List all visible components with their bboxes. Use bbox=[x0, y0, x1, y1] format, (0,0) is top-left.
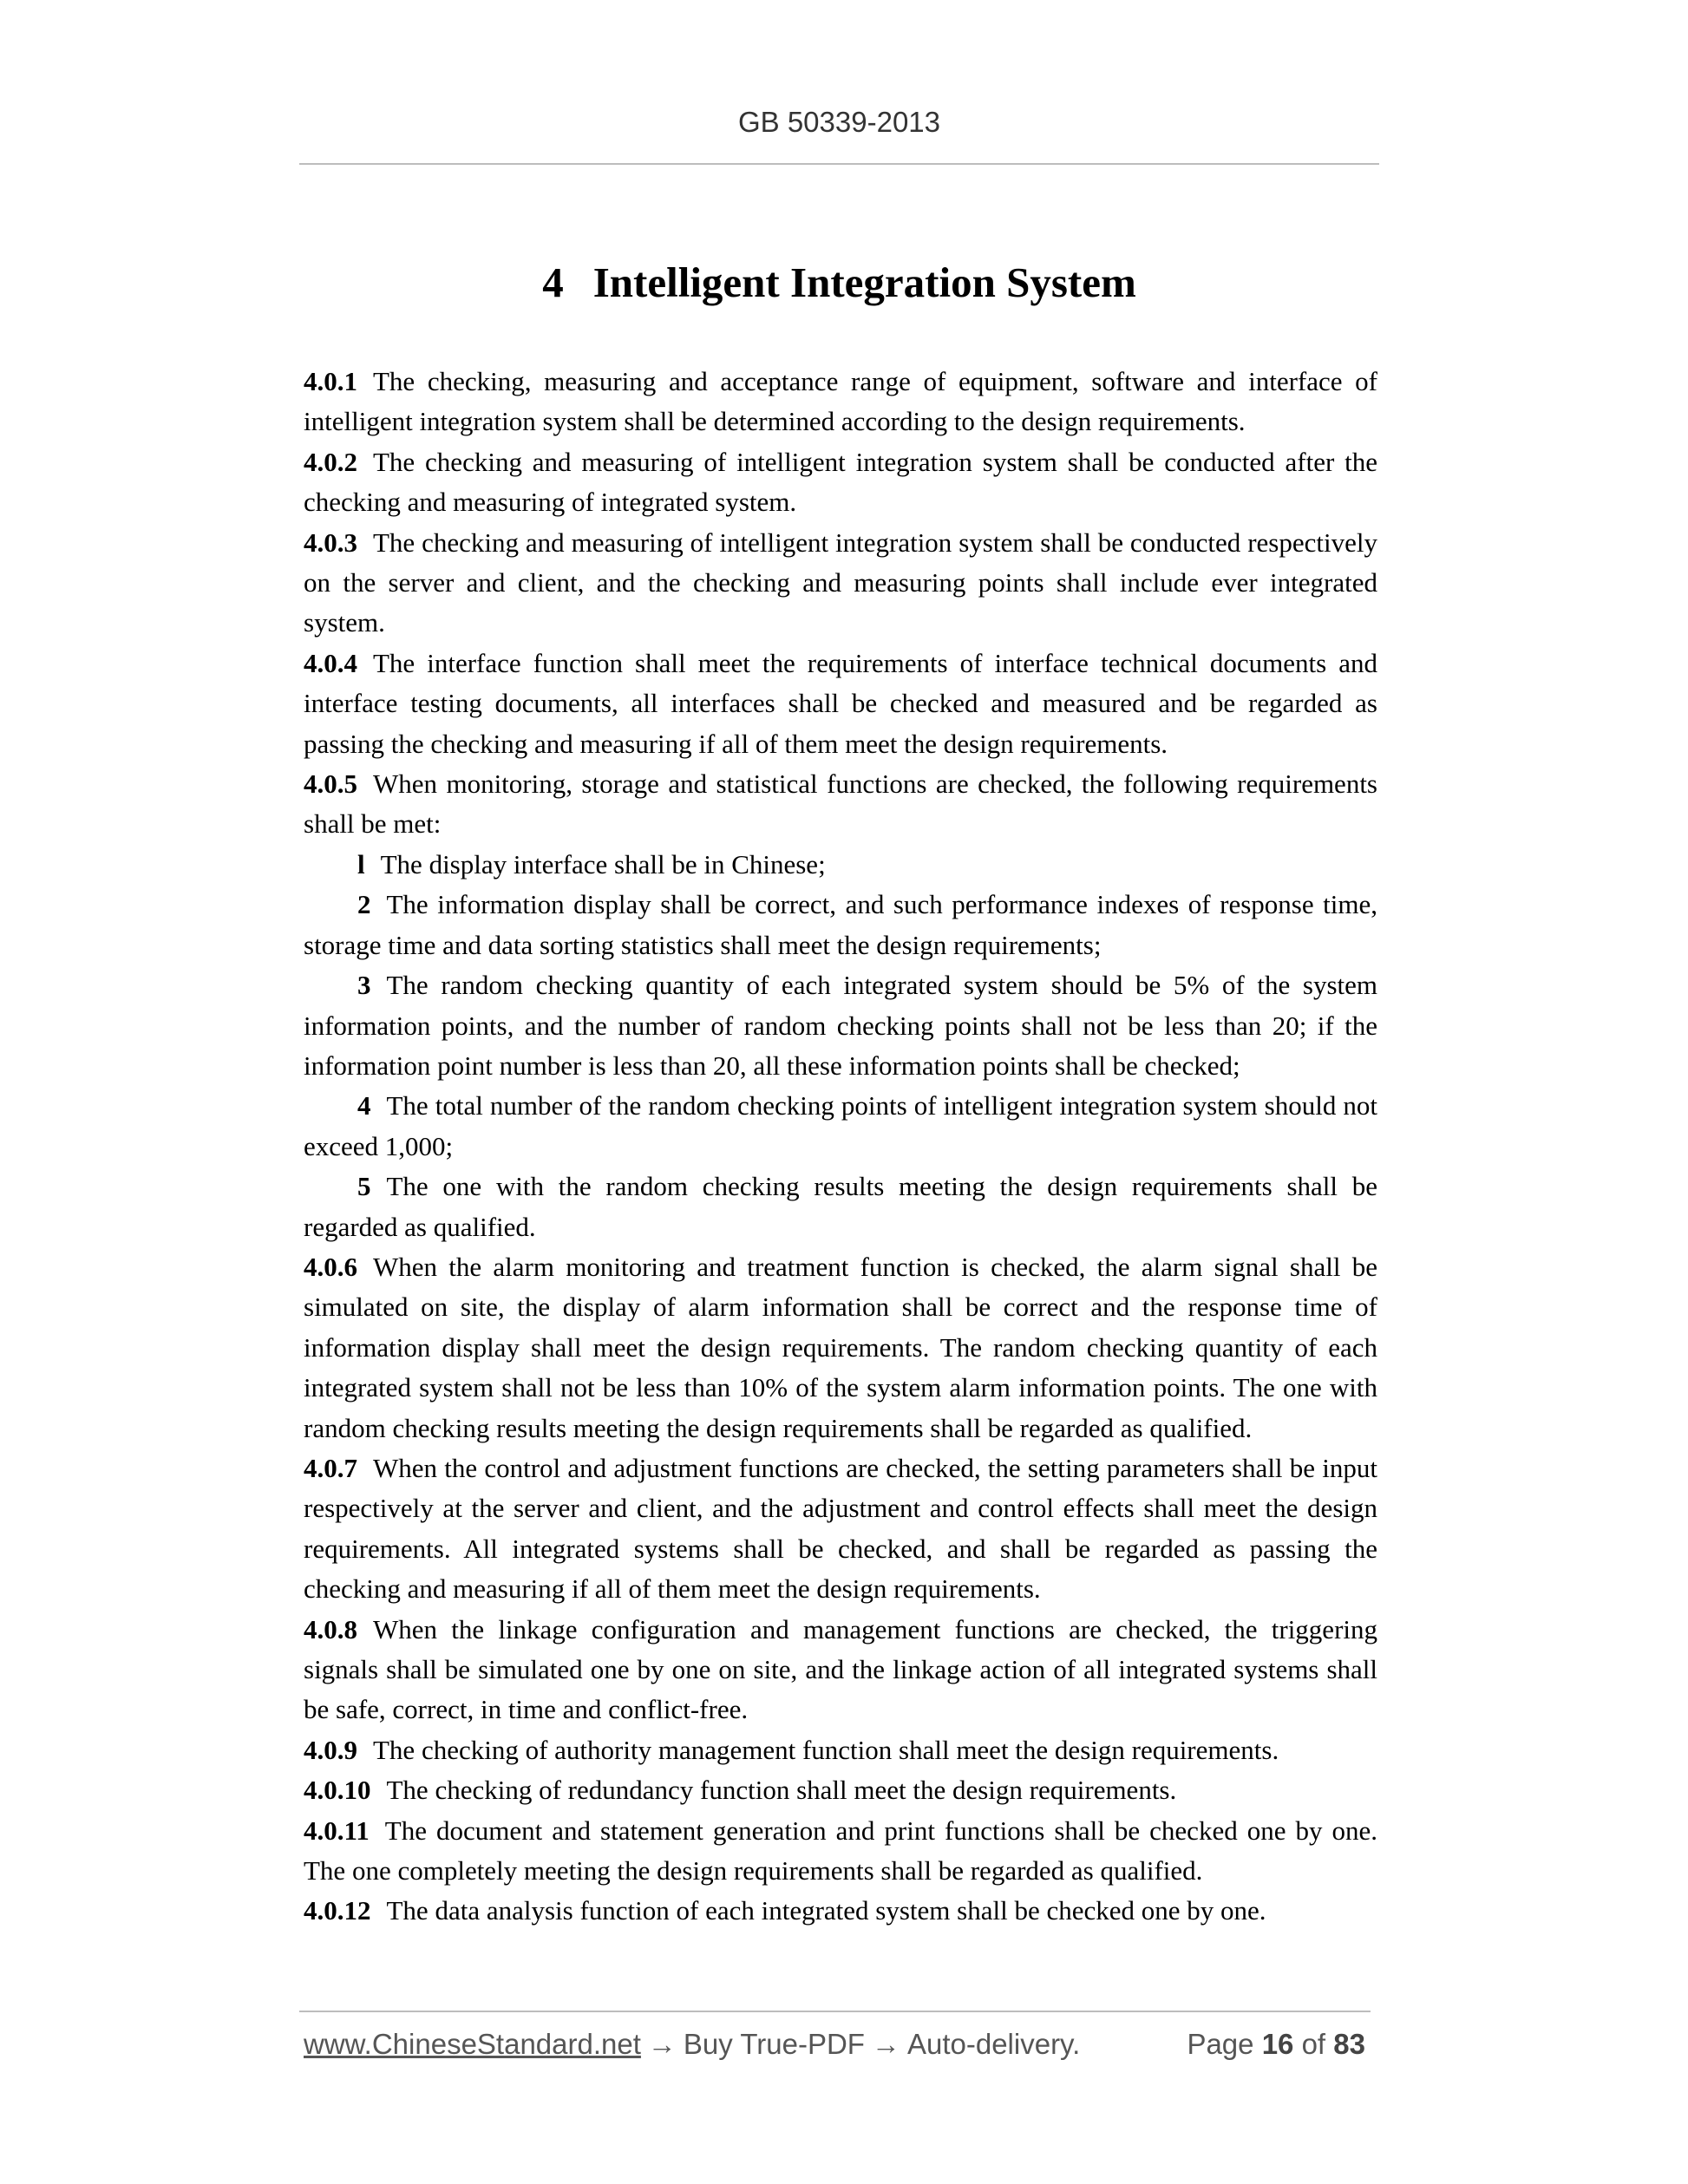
clause-number: 4.0.1 bbox=[304, 366, 357, 396]
clause-text: When the linkage configuration and management functions are checked, the triggering signals shall be simulated one by one on site, and the linkage action of all integrated systems shall be safe, correct, in time and conflict-free. bbox=[304, 1613, 1377, 1725]
auto-delivery-text: Auto-delivery. bbox=[906, 2028, 1081, 2060]
clause-text: The checking and measuring of intelligent integration system shall be conducted respectively on the server and client, and the checking and measuring points shall include ever integrated system. bbox=[304, 526, 1377, 638]
clause-4-0-6 bbox=[304, 1247, 1377, 1448]
buy-true-pdf-text: Buy True-PDF bbox=[683, 2028, 865, 2060]
clause-text: When the alarm monitoring and treatment function is checked, the alarm signal shall be simulated on site, the display of alarm information shall be correct and the response time of information display shall meet the design requirements. The random checking quantity of each integrated system shall not be less than 10% of the system alarm information points. The one with random checking results meeting the design requirements shall be regarded as qualified. bbox=[304, 1251, 1377, 1443]
clause-text: The interface function shall meet the requirements of interface technical documents and interface testing documents, all interfaces shall be checked and measured and be regarded as passing the checking and measuring if all of them meet the design requirements. bbox=[304, 647, 1377, 759]
page-total: 83 bbox=[1333, 2028, 1365, 2060]
arrow-right-icon: → bbox=[647, 2028, 677, 2060]
page-of: of bbox=[1301, 2028, 1326, 2060]
clause-number: 4.0.5 bbox=[304, 768, 357, 800]
clause-text: When the control and adjustment functions are checked, the setting parameters shall be input respectively at the server and client, and the adjustment and control effects shall meet the design requirements. All integrated systems shall be checked, and shall be regarded as passing the checking and measuring if all of them meet the design requirements. bbox=[304, 1452, 1377, 1605]
item-text: The total number of the random checking points of intelligent integration system should not exceed 1,000; bbox=[304, 1090, 1377, 1161]
clause-number: 4.0.4 bbox=[304, 647, 357, 678]
item-text: The information display shall be correct, and such performance indexes of response time, storage time and data sorting statistics shall meet the design requirements; bbox=[304, 889, 1377, 960]
clause-text: The checking and measuring of intelligent integration system shall be conducted after the checking and measuring of integrated system. bbox=[304, 446, 1377, 518]
clause-number: 4.0.10 bbox=[304, 1775, 371, 1806]
clause-4-0-12 bbox=[304, 1891, 1377, 1931]
item-text: The random checking quantity of each integrated system should be 5% of the system information points, and the number of random checking points shall not be less than 20; if the information point number is less than 20, all these information points shall be checked; bbox=[304, 970, 1377, 1081]
clause-4-0-9 bbox=[304, 1730, 1377, 1770]
page-label: Page bbox=[1187, 2028, 1254, 2060]
clause-number: 4.0.6 bbox=[304, 1251, 357, 1282]
chapter-title-text: Intelligent Integration System bbox=[592, 258, 1136, 306]
clause-number: 4.0.11 bbox=[304, 1815, 370, 1846]
chapter-number: 4 bbox=[542, 258, 564, 306]
clause-4-0-2 bbox=[304, 442, 1377, 523]
item-number: 3 bbox=[357, 970, 371, 1001]
footer-links bbox=[304, 2028, 1080, 2061]
item-text: The display interface shall be in Chinese; bbox=[380, 848, 826, 879]
clause-number: 4.0.3 bbox=[304, 526, 357, 558]
item-text: The one with the random checking results meeting the design requirements shall be regarded as qualified. bbox=[304, 1171, 1377, 1242]
header-divider bbox=[299, 163, 1379, 165]
site-link[interactable]: www.ChineseStandard.net bbox=[304, 2028, 641, 2060]
clause-text: The data analysis function of each integrated system shall be checked one by one. bbox=[386, 1895, 1266, 1926]
list-item-2 bbox=[304, 885, 1377, 965]
clause-4-0-4 bbox=[304, 644, 1377, 764]
clause-text: The document and statement generation and print functions shall be checked one by one. The one completely meeting the design requirements shall be regarded as qualified. bbox=[304, 1815, 1377, 1886]
page-header: GB 50339-2013 bbox=[737, 106, 940, 138]
clause-text: The checking of authority management function shall meet the design requirements. bbox=[373, 1734, 1279, 1765]
clause-4-0-10 bbox=[304, 1770, 1377, 1810]
list-item-5 bbox=[304, 1167, 1377, 1247]
chapter-title bbox=[299, 253, 1379, 312]
item-number: 4 bbox=[357, 1090, 371, 1121]
document-body bbox=[304, 362, 1377, 1932]
arrow-right-icon: → bbox=[871, 2028, 900, 2060]
clause-4-0-3 bbox=[304, 523, 1377, 644]
clause-4-0-8 bbox=[304, 1610, 1377, 1730]
clause-text: When monitoring, storage and statistical functions are checked, the following requirements shall be met: bbox=[304, 768, 1377, 840]
page-indicator bbox=[1187, 2028, 1365, 2061]
item-number: l bbox=[357, 848, 365, 879]
page-current: 16 bbox=[1261, 2028, 1294, 2060]
item-number: 2 bbox=[357, 889, 371, 920]
footer-divider bbox=[299, 2011, 1371, 2012]
list-item-3 bbox=[304, 965, 1377, 1086]
clause-number: 4.0.8 bbox=[304, 1613, 357, 1645]
clause-4-0-7 bbox=[304, 1448, 1377, 1610]
clause-4-0-1 bbox=[304, 362, 1377, 442]
clause-text: The checking of redundancy function shall meet the design requirements. bbox=[386, 1775, 1177, 1806]
clause-text: The checking, measuring and acceptance range of equipment, software and interface of intelligent integration system shall be determined according to the design requirements. bbox=[304, 366, 1377, 437]
list-item-4 bbox=[304, 1086, 1377, 1167]
clause-number: 4.0.2 bbox=[304, 446, 357, 477]
clause-4-0-11 bbox=[304, 1811, 1377, 1892]
item-number: 5 bbox=[357, 1171, 371, 1202]
clause-4-0-5 bbox=[304, 764, 1377, 845]
page-footer bbox=[304, 2028, 1371, 2068]
list-item-1 bbox=[304, 845, 1377, 885]
clause-number: 4.0.9 bbox=[304, 1734, 357, 1765]
clause-number: 4.0.12 bbox=[304, 1895, 371, 1926]
clause-number: 4.0.7 bbox=[304, 1452, 357, 1483]
